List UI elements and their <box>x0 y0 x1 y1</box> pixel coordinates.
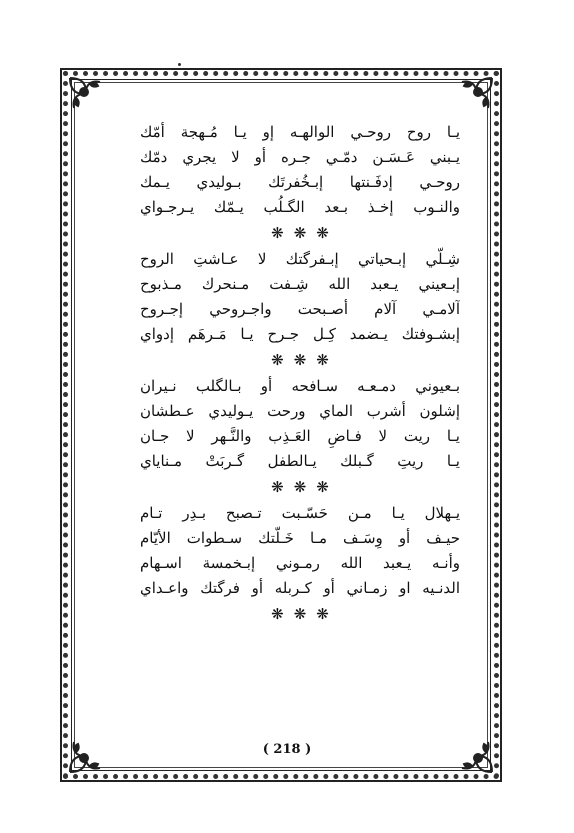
poem-line: يـا روح روحـي الوالهـه إو يـا مُـهجة أمّك <box>140 123 460 141</box>
poem-line: حيـف أو وِسَـف مـا خَـلّتك سـطوات الأيّام <box>140 529 460 547</box>
poem-line: يـهلال يـا مـن حَسّـبت تـصبح بـدِر تـام <box>140 504 460 522</box>
poem-body <box>140 120 460 628</box>
stanza-separator: ❋❋❋ <box>271 224 339 242</box>
stanza <box>140 120 460 220</box>
stanza <box>140 501 460 601</box>
poem-line: روحـي إدفَـنتها إبـخُفرتَك بـوليدي يـمك <box>140 173 460 191</box>
poem-line: الدنـيه او زمـاني أو كـربله أو فرگتك واعـداي <box>140 579 460 597</box>
stanza-separator: ❋❋❋ <box>271 478 339 496</box>
corner-ornament-icon <box>456 74 496 114</box>
poem-line: شِـلّي إبـحياتي إبـفرگتك لا عـاشتِ الروح <box>140 250 460 268</box>
poem-line: يـا ريت لا فـاضِ العَـذِب والنَّـهر لا جـان <box>140 427 460 445</box>
page-speck <box>178 63 181 66</box>
poem-line: آلامـي آلام أصـبحت واجـروحي إجـروح <box>140 300 460 318</box>
stanza-separator: ❋❋❋ <box>271 351 339 369</box>
poem-line: إشلون أشرب الماي ورحت يـوليدي عـطشان <box>140 402 460 420</box>
poem-line: يـبني عَـسَـن دمّـي جـره أو لا يجري دمّك <box>140 148 460 166</box>
poem-line: والنـوب إخـذ بـعد الگـلُب يـمّك يـرجـواي <box>140 198 460 216</box>
poem-line: بـعيوني دمـعـه سـافحه أو بـالگلب نـيران <box>140 377 460 395</box>
poem-line: وأنـه يـعبد الله رمـوني إبـخمسة اسـهام <box>140 554 460 572</box>
page-number: ( 218 ) <box>262 742 312 757</box>
stanza <box>140 374 460 474</box>
stanza-separator: ❋❋❋ <box>271 605 339 623</box>
corner-ornament-icon <box>66 74 106 114</box>
poem-line: إبـعيني يـعبد الله شِـفت مـنحرك مـذبوح <box>140 275 460 293</box>
poem-line: إبشـوفتك يـضمد كِـل جـرح يـا مَـرهَم إدواي <box>140 325 460 343</box>
poem-line: يـا ريتِ گـبلك يـالطفل گـربَتْ مـناياي <box>140 452 460 470</box>
stanza <box>140 247 460 347</box>
